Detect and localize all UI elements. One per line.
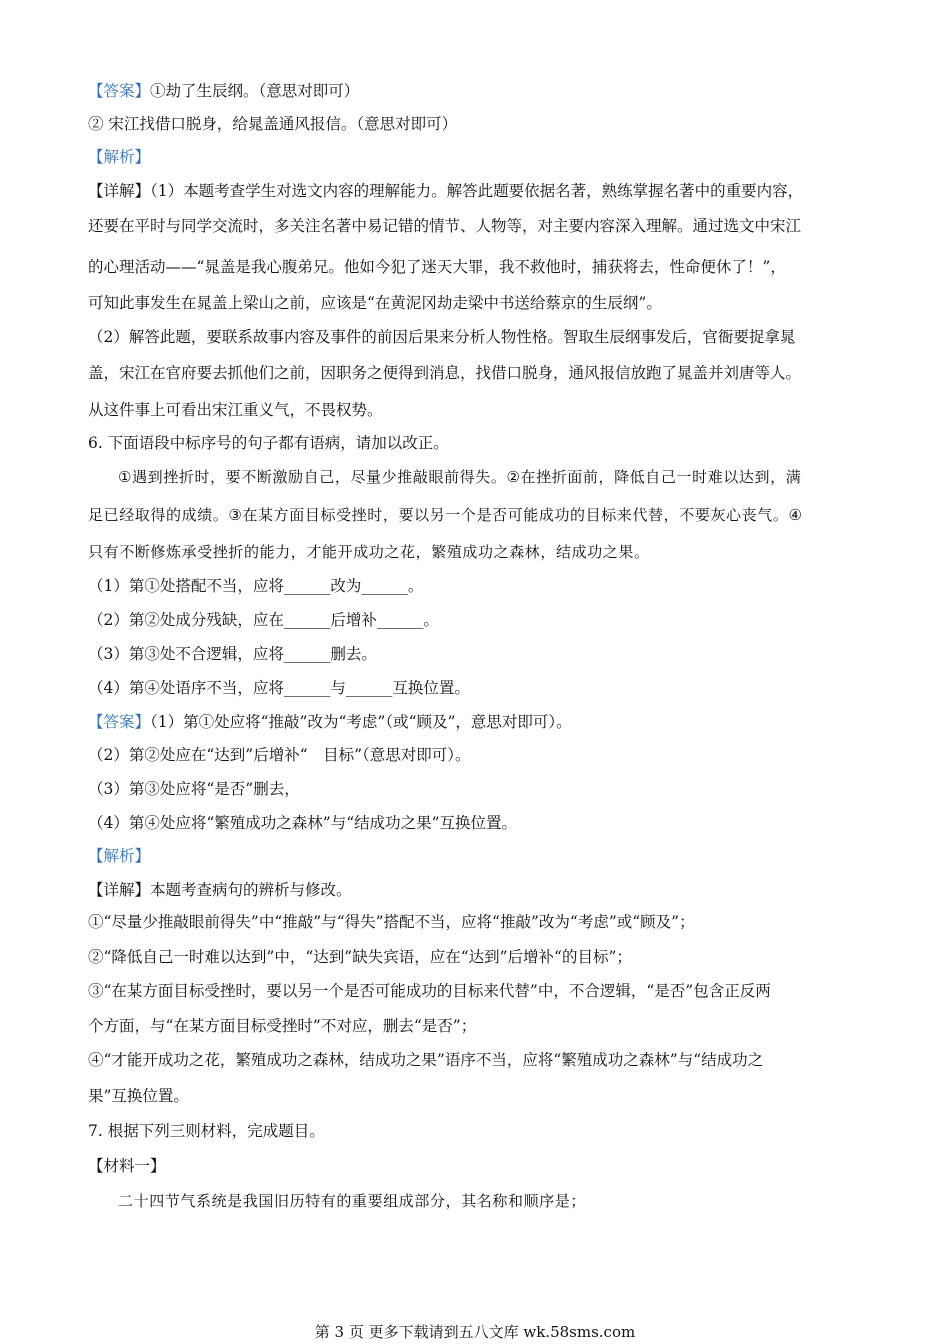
paragraph-line: 【详解】本题考查病句的辨析与修改。	[88, 881, 352, 899]
paragraph-line: 个方面，与“在某方面目标受挫时”不对应，删去“是否”；	[88, 1017, 477, 1035]
paragraph-line: 可知此事发生在晁盖上梁山之前，应该是“在黄泥冈劫走梁中书送给蔡京的生辰纲”。	[88, 294, 662, 312]
analysis-label: 【解析】	[88, 148, 151, 166]
analysis-label: 【解析】	[88, 847, 151, 865]
answer-line	[88, 80, 868, 102]
paragraph-line: ③“在某方面目标受挫时，要以另一个是否可能成功的目标来代替”中，不合逻辑，“是否”包含正反两	[88, 982, 771, 1000]
question-6-heading: 6. 下面语段中标序号的句子都有语病，请加以改正。	[88, 434, 449, 452]
passage-line: ①遇到挫折时，要不断激励自己，尽量少推敲眼前得失。②在挫折面前，降低自己一时难以达到，满	[118, 468, 802, 486]
page-footer: 第 3 页 更多下载请到五八文库 wk.58sms.com	[314, 1323, 636, 1341]
paragraph-line: ④“才能开成功之花，繁殖成功之森林，结成功之果”语序不当，应将“繁殖成功之森林”与“结成功之	[88, 1051, 764, 1069]
paragraph-line: ②“降低自己一时难以达到”中，“达到”缺失宾语，应在“达到”后增补“的目标”；	[88, 948, 632, 966]
paragraph-line: 的心理活动——“晁盖是我心腹弟兄。他如今犯了迷天大罪，我不救他时，捕获将去，性命便休了！”，	[88, 258, 786, 276]
sub-question-4: （4）第④处语序不当，应将______与______互换位置。	[88, 679, 470, 697]
answer-line	[88, 711, 868, 733]
paragraph-line: 还要在平时与同学交流时，多关注名著中易记错的情节、人物等，对主要内容深入理解。通过选文中宋江	[88, 217, 802, 235]
answer-text: ①劫了生辰纲。（意思对即可）	[150, 82, 360, 100]
answer-line-3: （3）第③处应将“是否”删去，	[88, 780, 300, 798]
paragraph-line: 从这件事上可看出宋江重义气，不畏权势。	[88, 401, 383, 419]
paragraph-line: （2）解答此题，要联系故事内容及事件的前因后果来分析人物性格。智取生辰纲事发后，官衙要捉拿晁	[88, 328, 796, 346]
passage-line: 足已经取得的成绩。③在某方面目标受挫时，要以另一个是否可能成功的目标来代替，不要灰心丧气。④	[88, 506, 803, 524]
material-line: 二十四节气系统是我国旧历特有的重要组成部分，其名称和顺序是；	[118, 1192, 587, 1210]
paragraph-line: 盖，宋江在官府要去抓他们之前，因职务之便得到消息，找借口脱身，通风报信放跑了晁盖并刘唐等人。	[88, 364, 802, 382]
paragraph-line: 【详解】（1）本题考查学生对选文内容的理解能力。解答此题要依据名著，熟练掌握名著中的重要内容，	[88, 182, 804, 200]
question-7-heading: 7. 根据下列三则材料，完成题目。	[88, 1122, 325, 1140]
sub-question-2: （2）第②处成分残缺，应在______后增补______。	[88, 611, 439, 629]
passage-line: 只有不断修炼承受挫折的能力，才能开成功之花，繁殖成功之森林，结成功之果。	[88, 543, 650, 561]
answer-line-2: ② 宋江找借口脱身，给晁盖通风报信。（意思对即可）	[88, 115, 458, 133]
sub-question-3: （3）第③处不合逻辑，应将______删去。	[88, 645, 377, 663]
answer-line-4: （4）第④处应将“繁殖成功之森林”与“结成功之果”互换位置。	[88, 814, 518, 832]
answer-label: 【答案】	[88, 713, 151, 731]
paragraph-line: 果”互换位置。	[88, 1087, 189, 1105]
answer-label: 【答案】	[88, 82, 151, 100]
answer-line-2: （2）第②处应在“达到”后增补“ 目标”（意思对即可）。	[88, 746, 471, 764]
paragraph-line: ①“尽量少推敲眼前得失”中“推敲”与“得失”搭配不当，应将“推敲”改为“考虑”或“顾及”；	[88, 913, 695, 931]
sub-question-1: （1）第①处搭配不当，应将______改为______。	[88, 577, 424, 595]
answer-text: （1）第①处应将“推敲”改为“考虑”（或“顾及”，意思对即可）。	[150, 713, 572, 731]
material-heading: 【材料一】	[88, 1157, 166, 1175]
